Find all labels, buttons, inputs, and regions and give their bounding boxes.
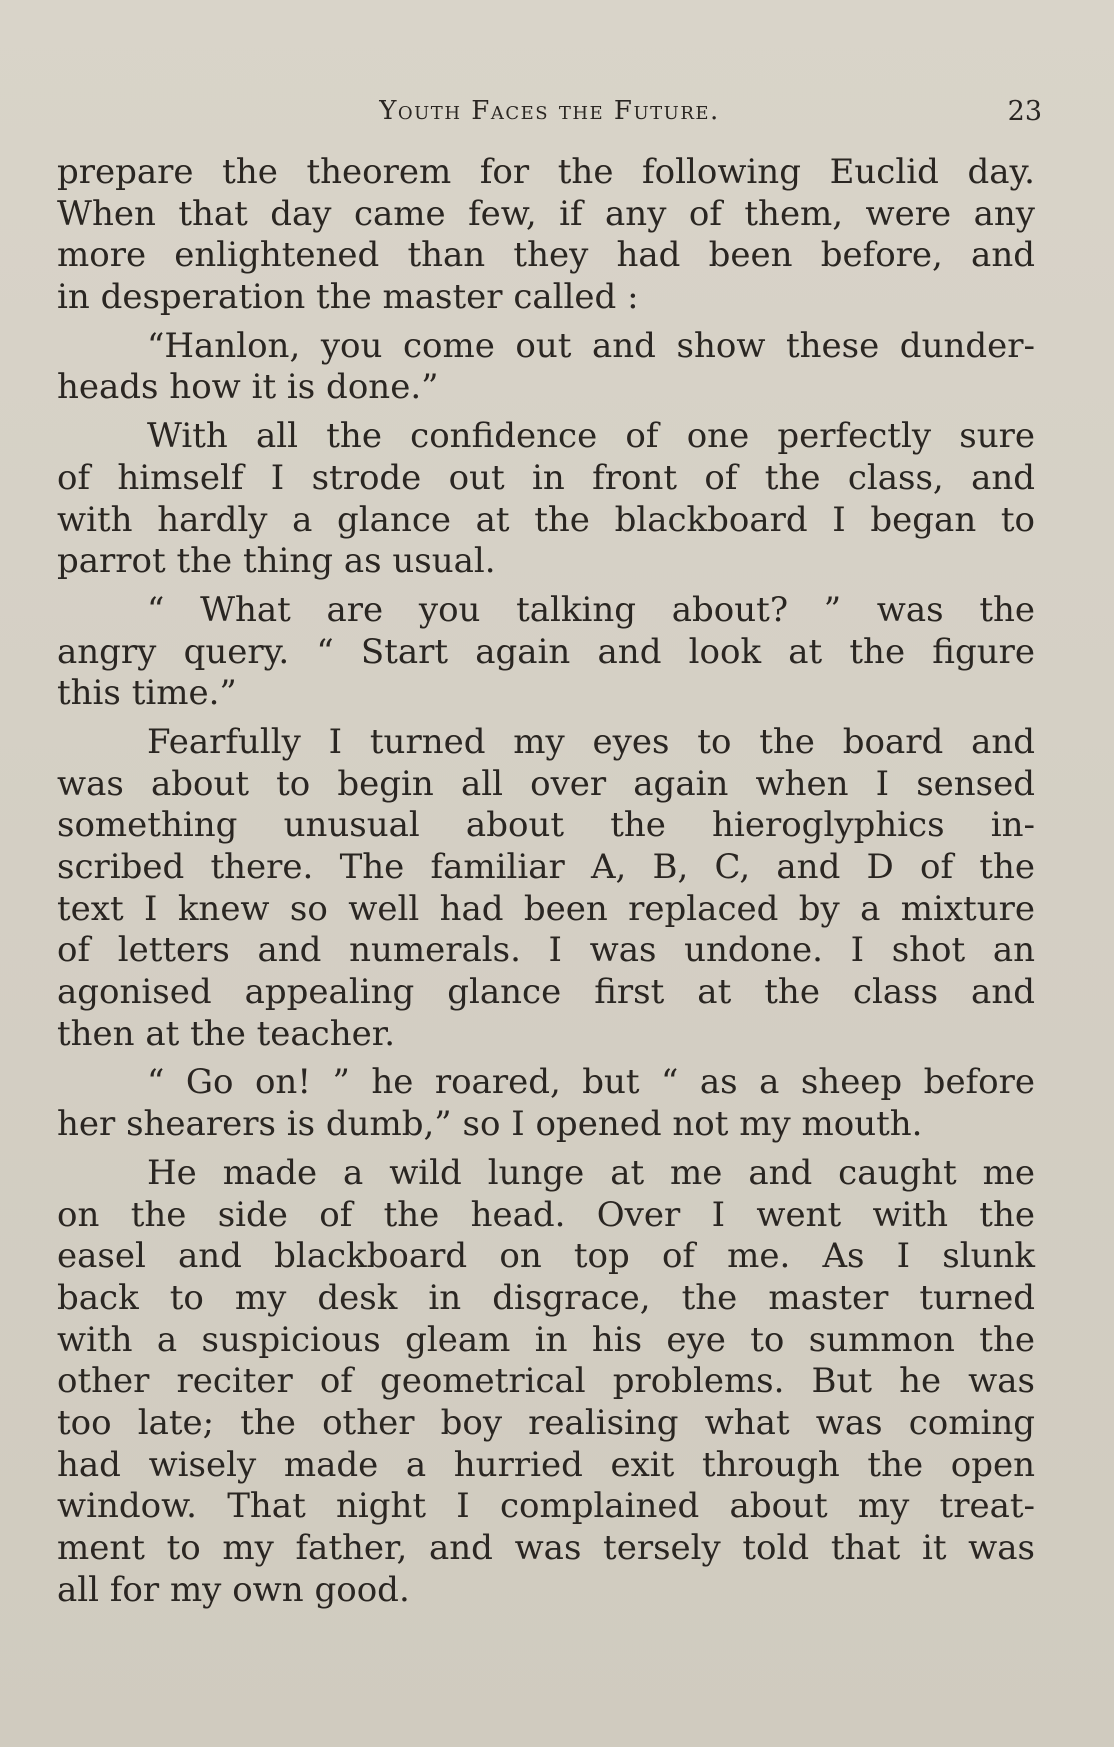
text-line: of himself I strode out in front of the class, and	[57, 457, 1035, 498]
text-line: When that day came few, if any of them, were any	[57, 193, 1035, 234]
text-line: had wisely made a hurried exit through the open	[57, 1444, 1035, 1485]
paragraph	[57, 722, 1035, 1056]
paragraph-gap	[57, 409, 1035, 416]
text-line: then at the teacher.	[57, 1013, 396, 1054]
text-line: with a suspicious gleam in his eye to summon the	[57, 1319, 1035, 1360]
text-line: “ Go on! ” he roared, but “ as a sheep before	[147, 1062, 1035, 1103]
text-line: with hardly a glance at the blackboard I began to	[57, 499, 1035, 540]
text-line: more enlightened than they had been before, and	[57, 235, 1035, 276]
running-title: Youth Faces the Future.	[379, 96, 720, 126]
text-line: text I knew so well had been replaced by a mixture	[57, 888, 1035, 929]
text-line: parrot the thing as usual.	[57, 541, 496, 582]
paragraph	[57, 1153, 1035, 1612]
paragraph	[57, 1062, 1035, 1145]
text-line: He made a wild lunge at me and caught me	[147, 1152, 1035, 1193]
text-line: this time.”	[57, 673, 237, 714]
text-line: agonised appealing glance first at the class and	[57, 972, 1035, 1013]
text-line: of letters and numerals. I was undone. I shot an	[57, 930, 1035, 971]
text-line: With all the confidence of one perfectly sure	[147, 416, 1035, 457]
paragraph	[57, 416, 1035, 583]
text-line: prepare the theorem for the following Euclid day.	[57, 152, 1035, 192]
text-line: ment to my father, and was tersely told that it was	[57, 1528, 1035, 1568]
paragraph	[57, 590, 1035, 715]
text-line: back to my desk in disgrace, the master turned	[57, 1277, 1035, 1318]
text-line: in desperation the master called :	[57, 277, 639, 318]
paragraph-gap	[57, 715, 1035, 722]
text-line: “ What are you talking about? ” was the	[147, 589, 1035, 630]
text-line: something unusual about the hieroglyphics in-	[57, 805, 1035, 846]
paragraph-gap	[57, 319, 1035, 326]
paragraph	[57, 326, 1035, 409]
text-line: window. That night I complained about my treat-	[57, 1486, 1035, 1527]
paragraph-gap	[57, 1055, 1035, 1062]
paragraph	[57, 152, 1035, 319]
running-head	[57, 96, 1042, 136]
text-line: scribed there. The familiar A, B, C, and D of the	[57, 847, 1035, 887]
paragraph-gap	[57, 1146, 1035, 1153]
text-line: Fearfully I turned my eyes to the board and	[147, 721, 1035, 762]
body-text	[57, 152, 1035, 1611]
text-line: easel and blackboard on top of me. As I slunk	[57, 1236, 1035, 1277]
text-line: all for my own good.	[57, 1569, 410, 1610]
text-line: angry query. “ Start again and look at the figure	[57, 631, 1035, 672]
text-line: was about to begin all over again when I sensed	[57, 763, 1035, 804]
page-number: 23	[1007, 96, 1042, 127]
text-line: “Hanlon, you come out and show these dunder-	[147, 325, 1035, 366]
text-line: too late; the other boy realising what was coming	[57, 1402, 1035, 1443]
paragraph-gap	[57, 583, 1035, 590]
text-line: her shearers is dumb,” so I opened not my mouth.	[57, 1104, 923, 1145]
text-line: heads how it is done.”	[57, 367, 439, 408]
text-line: other reciter of geometrical problems. But he was	[57, 1361, 1035, 1402]
text-line: on the side of the head. Over I went with the	[57, 1194, 1035, 1235]
